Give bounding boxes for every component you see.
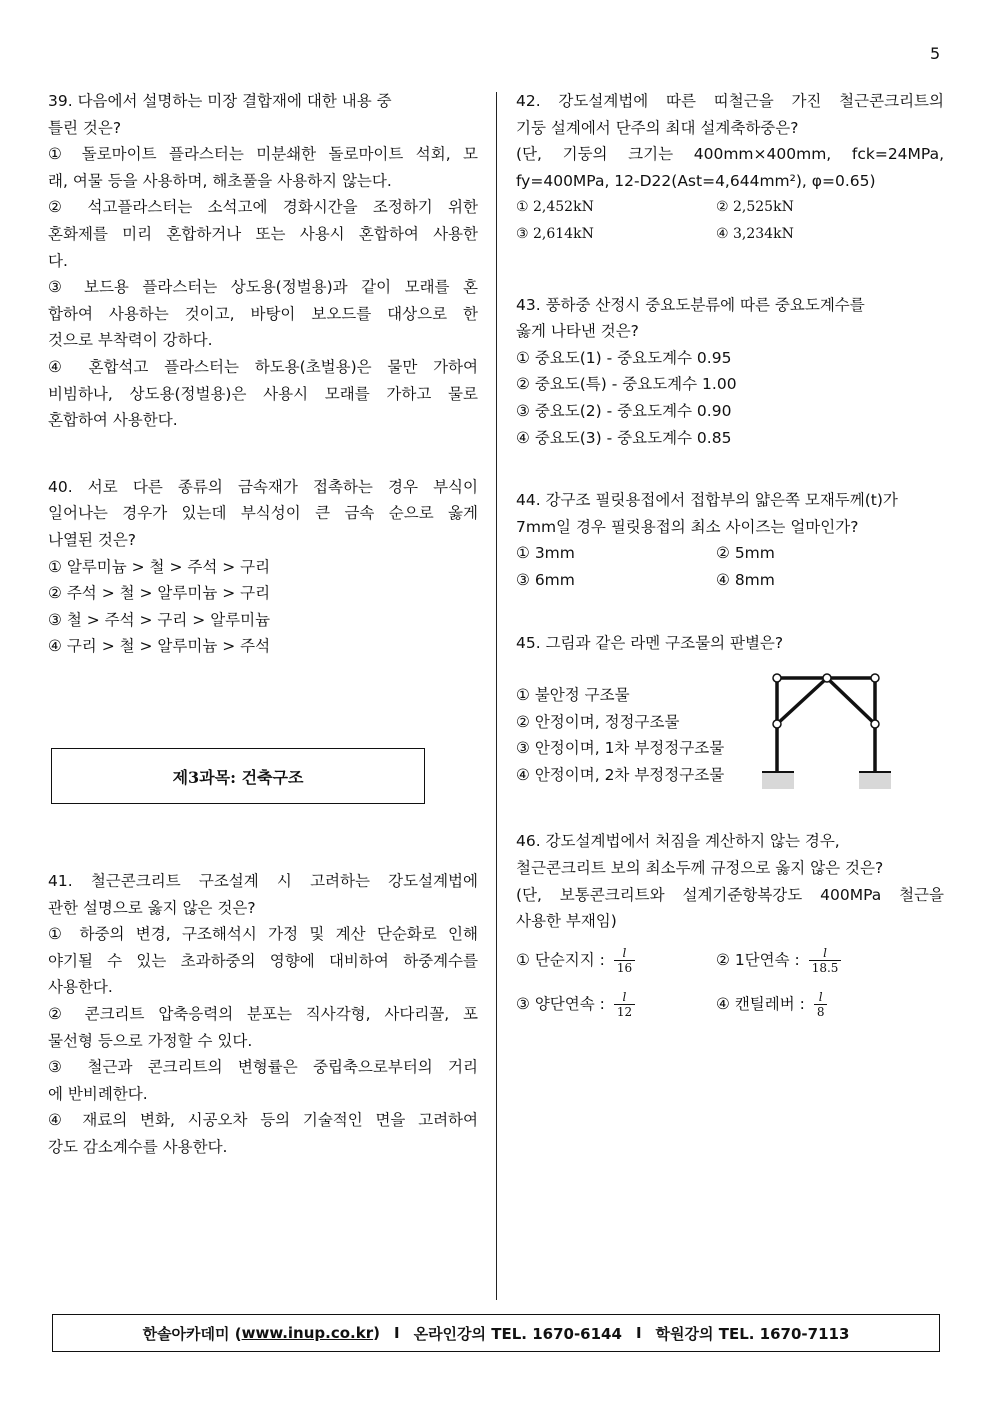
q41-option2-line2: 물선형 등으로 가정할 수 있다.	[48, 1031, 253, 1050]
question-39	[48, 88, 478, 434]
question-41	[48, 868, 478, 1161]
footer-online-tel: 온라인강의 TEL. 1670-6144	[413, 1324, 622, 1343]
footer-box	[52, 1314, 940, 1352]
q39-option1-line2: 래, 여물 등을 사용하며, 해초풀을 사용하지 않는다.	[48, 171, 392, 190]
q43-stem-line1: 43. 풍하중 산정시 중요도분류에 따른 중요도계수를	[516, 295, 865, 314]
q46-option2-label: ② 1단연속 :	[716, 951, 800, 970]
q46-option1	[516, 946, 716, 975]
q46-option1-fraction	[614, 946, 635, 975]
q41-option2-line1: ② 콘크리트 압축응력의 분포는 직사각형, 사다리꼴, 포	[48, 1004, 478, 1023]
column-divider	[496, 92, 497, 1300]
question-40	[48, 474, 478, 660]
subject-title: 제3과목: 건축구조	[172, 767, 304, 787]
q46-option3-label: ③ 양단연속 :	[516, 995, 605, 1014]
q46-stem-line3: (단, 보통콘크리트와 설계기준항복강도 400MPa 철근을	[516, 885, 944, 904]
q39-option1-line1: ① 돌로마이트 플라스터는 미분쇄한 돌로마이트 석회, 모	[48, 145, 478, 164]
q39-option3-line1: ③ 보드용 플라스터는 상도용(정벌용)과 같이 모래를 혼	[48, 278, 478, 297]
right-column	[516, 88, 944, 1025]
subject-title-box	[51, 748, 425, 804]
q46-option4-label: ④ 캔틸레버 :	[716, 995, 805, 1014]
q39-stem-line2: 틀린 것은?	[48, 118, 122, 137]
q43-option3: ③ 중요도(2) - 중요도계수 0.90	[516, 401, 732, 420]
q44-stem-line1: 44. 강구조 필릿용접에서 접합부의 얇은쪽 모재두께(t)가	[516, 491, 898, 510]
frame-members	[777, 678, 875, 772]
q40-stem-line1: 40. 서로 다른 종류의 금속재가 접촉하는 경우 부식이	[48, 477, 478, 496]
q41-option4-line1: ④ 재료의 변화, 시공오차 등의 기술적인 면을 고려하여	[48, 1111, 478, 1130]
q46-option3-denominator: 12	[614, 1004, 635, 1019]
q45-option2: ② 안정이며, 정정구조물	[516, 712, 680, 731]
question-46	[516, 828, 944, 1024]
question-42	[516, 88, 944, 248]
footer-website-link[interactable]: www.inup.co.kr	[241, 1324, 374, 1342]
q40-stem-line2: 일어나는 경우가 있는데 부식성이 큰 금속 순으로 옳게	[48, 504, 478, 523]
q41-option4-line2: 강도 감소계수를 사용한다.	[48, 1137, 228, 1156]
q41-option1-line3: 사용한다.	[48, 978, 113, 997]
q46-option4	[716, 990, 916, 1019]
q41-option3-line2: 에 반비례한다.	[48, 1084, 148, 1103]
q42-stem-line2: 기둥 설계에서 단주의 최대 설계축하중은?	[516, 118, 799, 137]
q46-stem-line4: 사용한 부재임)	[516, 912, 617, 931]
q46-option2	[716, 946, 916, 975]
q44-option1: ① 3mm	[516, 544, 575, 563]
footer-academy-end: )	[373, 1324, 380, 1342]
q42-option1: ① 2,452kN	[516, 199, 594, 216]
q44-option2: ② 5mm	[716, 544, 775, 563]
left-column-lower	[48, 868, 478, 1161]
q39-option3-line3: 것으로 부착력이 강하다.	[48, 331, 213, 350]
question-44	[516, 487, 944, 593]
q43-option1: ① 중요도(1) - 중요도계수 0.95	[516, 348, 732, 367]
q45-option4: ④ 안정이며, 2차 부정정구조물	[516, 765, 725, 784]
q42-condition-line1: (단, 기둥의 크기는 400mm×400mm, fck=24MPa,	[516, 145, 944, 164]
q45-option3: ③ 안정이며, 1차 부정정구조물	[516, 739, 725, 758]
q46-option2-fraction	[809, 946, 842, 975]
left-column	[48, 88, 478, 660]
q46-option1-denominator: 16	[614, 960, 635, 975]
q46-option1-numerator: l	[622, 946, 627, 961]
q43-option4: ④ 중요도(3) - 중요도계수 0.85	[516, 428, 732, 447]
rigid-frame-diagram	[762, 668, 894, 792]
q46-stem-line1: 46. 강도설계법에서 처짐을 계산하지 않는 경우,	[516, 832, 840, 851]
page-number: 5	[930, 44, 941, 63]
q46-option3	[516, 990, 716, 1019]
footer-separator-2: I	[635, 1324, 642, 1342]
footer-separator-1: I	[393, 1324, 400, 1342]
q41-stem-line2: 관한 설명으로 옳지 않은 것은?	[48, 898, 256, 917]
q43-stem-line2: 옳게 나타낸 것은?	[516, 322, 639, 341]
q46-option2-denominator: 18.5	[809, 960, 842, 975]
footer-campus-tel: 학원강의 TEL. 1670-7113	[655, 1324, 850, 1343]
fixed-supports	[762, 772, 891, 789]
q39-option3-line2: 합하여 사용하는 것이고, 바탕이 보오드를 대상으로 한	[48, 304, 478, 323]
q39-option2-line1: ② 석고플라스터는 소석고에 경화시간을 조정하기 위한	[48, 198, 478, 217]
q39-option4-line2: 비빔하나, 상도용(정벌용)은 사용시 모래를 가하고 물로	[48, 384, 478, 403]
q46-option3-fraction	[614, 990, 635, 1019]
q44-option3: ③ 6mm	[516, 570, 575, 589]
q46-option4-numerator: l	[818, 990, 823, 1005]
q43-option2: ② 중요도(특) - 중요도계수 1.00	[516, 375, 737, 394]
question-43	[516, 292, 944, 452]
q42-condition-line2: fy=400MPa, 12-D22(Ast=4,644mm²), φ=0.65)	[516, 171, 876, 190]
q39-stem-line1: 39. 다음에서 설명하는 미장 결합재에 대한 내용 중	[48, 92, 392, 110]
q44-stem-line2: 7mm일 경우 필릿용접의 최소 사이즈는 얼마인가?	[516, 517, 859, 536]
q46-option4-fraction	[814, 990, 828, 1019]
q44-option4: ④ 8mm	[716, 570, 775, 589]
q40-stem-line3: 나열된 것은?	[48, 530, 137, 549]
q45-stem: 45. 그림과 같은 라멘 구조물의 판별은?	[516, 633, 784, 652]
q41-stem-line1: 41. 철근콘크리트 구조설계 시 고려하는 강도설계법에	[48, 872, 478, 890]
q41-option1-line1: ① 하중의 변경, 구조해석시 가정 및 계산 단순화로 인해	[48, 925, 478, 944]
q40-option2: ② 주석 > 철 > 알루미늄 > 구리	[48, 584, 271, 603]
q40-option4: ④ 구리 > 철 > 알루미늄 > 주석	[48, 637, 271, 656]
footer-academy: 한솔아카데미 (	[142, 1324, 242, 1343]
q46-option2-numerator: l	[823, 946, 827, 961]
q39-option2-line3: 다.	[48, 251, 68, 270]
q46-option1-label: ① 단순지지 :	[516, 951, 605, 970]
frame-hinges	[773, 674, 879, 728]
q46-stem-line2: 철근콘크리트 보의 최소두께 규정으로 옳지 않은 것은?	[516, 859, 884, 878]
q41-option3-line1: ③ 철근과 콘크리트의 변형률은 중립축으로부터의 거리	[48, 1058, 478, 1077]
q45-option1: ① 불안정 구조물	[516, 686, 630, 705]
q40-option3: ③ 철 > 주석 > 구리 > 알루미늄	[48, 610, 271, 629]
q46-option4-denominator: 8	[814, 1004, 828, 1019]
q46-option3-numerator: l	[622, 990, 627, 1005]
q39-option4-line3: 혼합하여 사용한다.	[48, 411, 178, 430]
q39-option4-line1: ④ 혼합석고 플라스터는 하도용(초벌용)은 물만 가하여	[48, 357, 478, 376]
q41-option1-line2: 야기될 수 있는 초과하중의 영향에 대비하여 하중계수를	[48, 951, 478, 970]
q42-option2: ② 2,525kN	[716, 199, 794, 216]
q42-stem-line1: 42. 강도설계법에 따른 띠철근을 가진 철근콘크리트의	[516, 92, 944, 110]
q42-option4: ④ 3,234kN	[716, 225, 794, 242]
q40-option1: ① 알루미늄 > 철 > 주석 > 구리	[48, 557, 271, 576]
q42-option3: ③ 2,614kN	[516, 225, 594, 242]
q39-option2-line2: 혼화제를 미리 혼합하거나 또는 사용시 혼합하여 사용한	[48, 224, 478, 243]
